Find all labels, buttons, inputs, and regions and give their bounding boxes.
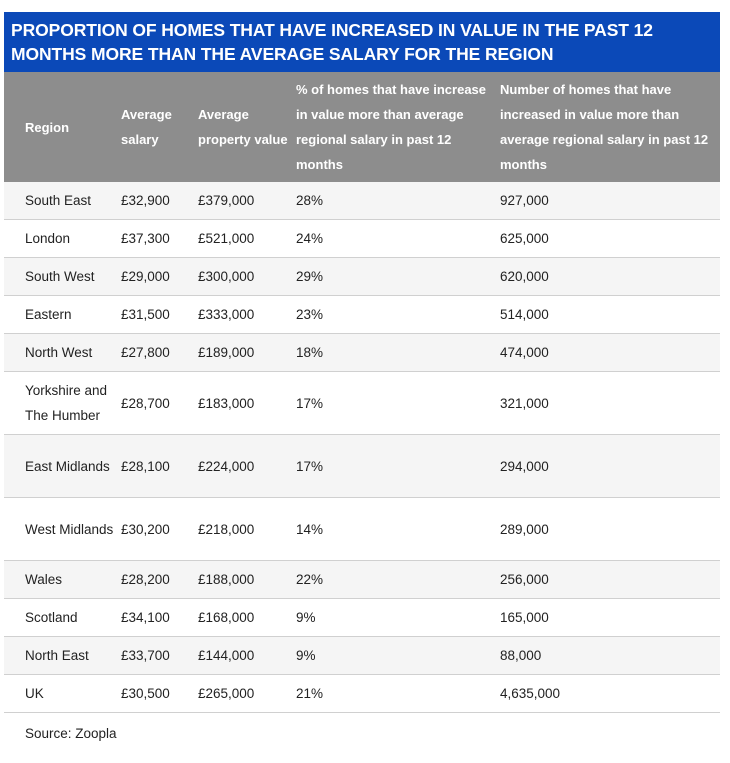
cell-salary: £29,000	[121, 258, 198, 296]
cell-number: 256,000	[500, 561, 720, 599]
table-row	[4, 296, 720, 334]
cell-number: 165,000	[500, 599, 720, 637]
cell-region: South West	[4, 258, 121, 296]
homes-value-table-figure	[4, 12, 720, 753]
table-row	[4, 675, 720, 713]
cell-salary: £32,900	[121, 182, 198, 220]
table-body	[4, 182, 720, 713]
table-title: PROPORTION OF HOMES THAT HAVE INCREASED IN VALUE IN THE PAST 12 MONTHS MORE THAN THE AVERAGE SALARY FOR THE REGION	[4, 12, 720, 72]
cell-region: East Midlands	[4, 435, 121, 498]
cell-region: Wales	[4, 561, 121, 599]
cell-salary: £30,200	[121, 498, 198, 561]
cell-number: 88,000	[500, 637, 720, 675]
cell-percent: 18%	[296, 334, 500, 372]
cell-property: £168,000	[198, 599, 296, 637]
header-average-property-value: Average property value	[198, 72, 296, 182]
cell-region: West Midlands	[4, 498, 121, 561]
table-row	[4, 220, 720, 258]
cell-property: £265,000	[198, 675, 296, 713]
table-row	[4, 182, 720, 220]
cell-number: 289,000	[500, 498, 720, 561]
cell-percent: 14%	[296, 498, 500, 561]
header-number-homes: Number of homes that have increased in value more than average regional salary in past 12 months	[500, 72, 720, 182]
cell-salary: £28,700	[121, 372, 198, 435]
cell-property: £224,000	[198, 435, 296, 498]
cell-region: London	[4, 220, 121, 258]
cell-number: 321,000	[500, 372, 720, 435]
cell-percent: 9%	[296, 637, 500, 675]
source-row	[4, 713, 720, 754]
cell-property: £188,000	[198, 561, 296, 599]
cell-salary: £28,100	[121, 435, 198, 498]
table-row	[4, 498, 720, 561]
cell-property: £379,000	[198, 182, 296, 220]
cell-number: 625,000	[500, 220, 720, 258]
cell-number: 927,000	[500, 182, 720, 220]
cell-region: South East	[4, 182, 121, 220]
header-percent-homes: % of homes that have increase in value more than average regional salary in past 12 months	[296, 72, 500, 182]
cell-salary: £30,500	[121, 675, 198, 713]
cell-salary: £37,300	[121, 220, 198, 258]
cell-number: 294,000	[500, 435, 720, 498]
header-row	[4, 72, 720, 182]
homes-value-table	[4, 72, 720, 753]
table-row	[4, 334, 720, 372]
cell-property: £183,000	[198, 372, 296, 435]
cell-number: 4,635,000	[500, 675, 720, 713]
cell-salary: £33,700	[121, 637, 198, 675]
cell-percent: 24%	[296, 220, 500, 258]
table-header	[4, 72, 720, 182]
cell-percent: 21%	[296, 675, 500, 713]
cell-region: Yorkshire and The Humber	[4, 372, 121, 435]
cell-region: Eastern	[4, 296, 121, 334]
cell-salary: £27,800	[121, 334, 198, 372]
cell-property: £189,000	[198, 334, 296, 372]
table-row	[4, 435, 720, 498]
cell-number: 474,000	[500, 334, 720, 372]
cell-percent: 17%	[296, 435, 500, 498]
table-row	[4, 372, 720, 435]
cell-salary: £28,200	[121, 561, 198, 599]
cell-percent: 9%	[296, 599, 500, 637]
cell-property: £521,000	[198, 220, 296, 258]
cell-percent: 29%	[296, 258, 500, 296]
cell-percent: 22%	[296, 561, 500, 599]
cell-percent: 28%	[296, 182, 500, 220]
table-row	[4, 637, 720, 675]
cell-percent: 17%	[296, 372, 500, 435]
cell-region: UK	[4, 675, 121, 713]
table-row	[4, 599, 720, 637]
cell-property: £300,000	[198, 258, 296, 296]
table-row	[4, 258, 720, 296]
cell-percent: 23%	[296, 296, 500, 334]
cell-property: £144,000	[198, 637, 296, 675]
source-note: Source: Zoopla	[4, 713, 720, 754]
cell-number: 620,000	[500, 258, 720, 296]
cell-salary: £34,100	[121, 599, 198, 637]
cell-region: Scotland	[4, 599, 121, 637]
cell-property: £218,000	[198, 498, 296, 561]
cell-region: North West	[4, 334, 121, 372]
cell-number: 514,000	[500, 296, 720, 334]
header-region: Region	[4, 72, 121, 182]
cell-salary: £31,500	[121, 296, 198, 334]
cell-property: £333,000	[198, 296, 296, 334]
table-footer	[4, 713, 720, 754]
table-row	[4, 561, 720, 599]
header-average-salary: Average salary	[121, 72, 198, 182]
cell-region: North East	[4, 637, 121, 675]
